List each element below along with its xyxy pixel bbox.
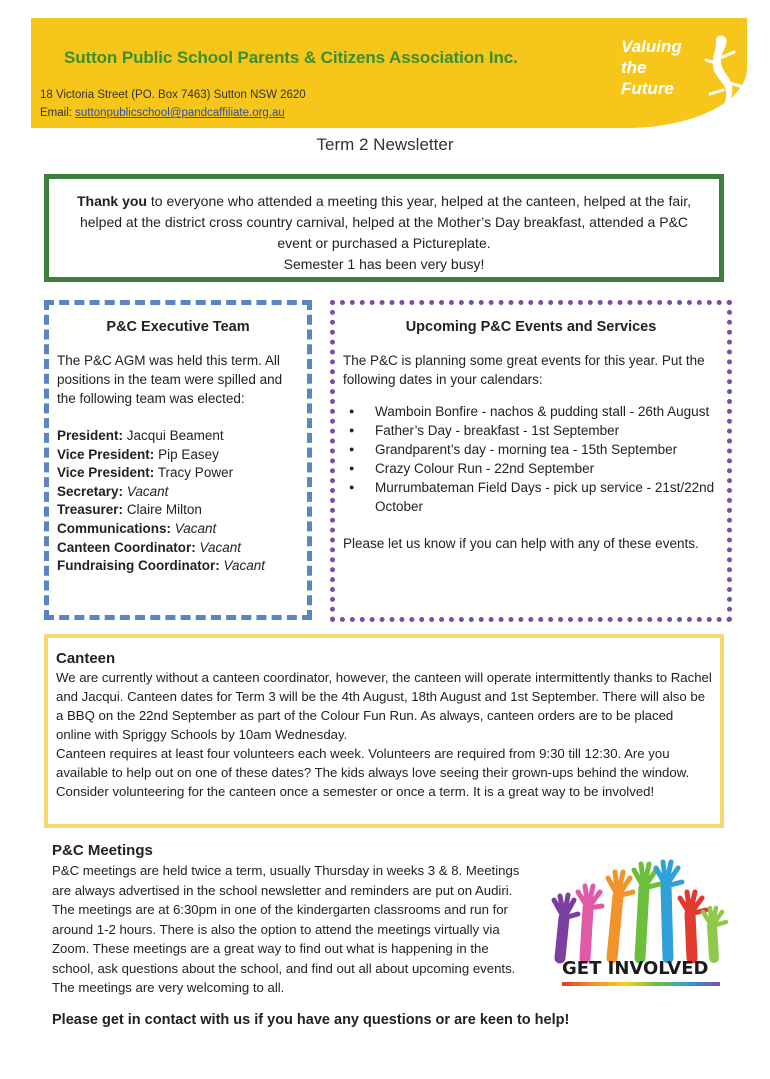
- canteen-paragraph: Canteen requires at least four volunteers each week. Volunteers are required from 9:30 till 12:30. Are you available to help out on one of these dates? The kids always love seeing their grown-ups behind the window. Consider volunteering for the canteen once a semester or once a term. It is a great way to be involved!: [56, 746, 690, 799]
- motto-line: the: [621, 58, 647, 77]
- event-item: ● Murrumbateman Field Days - pick up service - 21st/22nd October: [349, 478, 719, 516]
- events-list: [343, 402, 719, 516]
- executive-member: President: Jacqui Beament: [57, 428, 224, 443]
- executive-list: [57, 427, 299, 576]
- executive-member: Vice President: Pip Easey: [57, 446, 219, 462]
- canteen-heading: Canteen: [56, 650, 116, 667]
- org-address: 18 Victoria Street (PO. Box 7463) Sutton NSW 2620: [40, 89, 306, 101]
- newsletter-title: Term 2 Newsletter: [316, 135, 454, 154]
- closing-message: Please get in contact with us if you have any questions or are keen to help!: [52, 1012, 570, 1028]
- email-link[interactable]: suttonpublicschool@pandcaffiliate.org.au: [75, 107, 285, 119]
- event-item: ● Wamboin Bonfire - nachos & pudding stall - 26th August: [349, 402, 719, 421]
- executive-member: Treasurer: Claire Milton: [57, 502, 202, 518]
- canteen-paragraph: We are currently without a canteen coordinator, however, the canteen will operate intermittently thanks to Rachel and Jacqui. Canteen dates for Term 3 will be the 4th August, 18th August and 1st September. There will also be a BBQ on the 22nd September as part of the Colour Fun Run. As always, canteen orders are to be placed online with Spriggy Schools by 10am Wednesday.: [56, 670, 712, 742]
- org-email: [40, 107, 285, 119]
- executive-member: Vice President: Tracy Power: [57, 465, 234, 481]
- canteen-box: [44, 634, 724, 828]
- meetings-text: P&C meetings are held twice a term, usually Thursday in weeks 3 & 8. Meetings are always advertised in the school newsletter and reminders are put on Audiri. The meetings are at 6:30pm in one of the kindergarten classrooms and run for around 1-2 hours. There is also the option to attend the meetings virtually via Zoom. These meetings are a great way to find out what is happening in the school, ask questions about the school, and find out all about upcoming events. The meetings are very welcoming to all.: [52, 863, 520, 995]
- motto: [621, 36, 701, 99]
- executive-team-box: [44, 300, 312, 620]
- events-outro: Please let us know if you can help with any of these events.: [343, 536, 699, 551]
- meetings-section: [52, 842, 532, 998]
- motto-line: Valuing: [621, 37, 682, 56]
- event-item: ● Crazy Colour Run - 22nd September: [349, 459, 719, 478]
- executive-member: Fundraising Coordinator: Vacant: [57, 558, 266, 574]
- event-item: ● Father’s Day - breakfast - 1st September: [349, 421, 719, 440]
- org-name: Sutton Public School Parents & Citizens Association Inc.: [64, 48, 518, 67]
- get-involved-text: GET INVOLVED: [562, 958, 709, 979]
- events-box: [330, 300, 732, 622]
- meetings-heading: P&C Meetings: [52, 842, 153, 859]
- event-item: ● Grandparent’s day - morning tea - 15th September: [349, 440, 719, 459]
- email-label: Email:: [40, 107, 76, 119]
- thank-you-line2: Semester 1 has been very busy!: [283, 256, 485, 272]
- events-intro: The P&C is planning some great events for this year. Put the following dates in your calendars:: [343, 353, 705, 387]
- executive-heading: P&C Executive Team: [106, 319, 250, 335]
- executive-intro: The P&C AGM was held this term. All positions in the team were spilled and the following team was elected:: [57, 353, 283, 406]
- executive-member: Secretary: Vacant: [57, 483, 169, 499]
- thank-you-text: to everyone who attended a meeting this year, helped at the canteen, helped at the fair, helped at the district cross country carnival, helped at the Mother’s Day breakfast, attended a P&C event or purchased a Pictureplate.: [79, 193, 692, 251]
- events-heading: Upcoming P&C Events and Services: [405, 319, 657, 335]
- rainbow-bar: [562, 982, 720, 986]
- executive-member: Canteen Coordinator: Vacant: [57, 539, 242, 555]
- executive-member: Communications: Vacant: [57, 520, 217, 536]
- thank-you-bold: Thank you: [76, 193, 147, 209]
- lizard-logo-icon: [690, 30, 750, 120]
- thank-you-box: [44, 174, 724, 282]
- motto-line: Future: [621, 79, 674, 98]
